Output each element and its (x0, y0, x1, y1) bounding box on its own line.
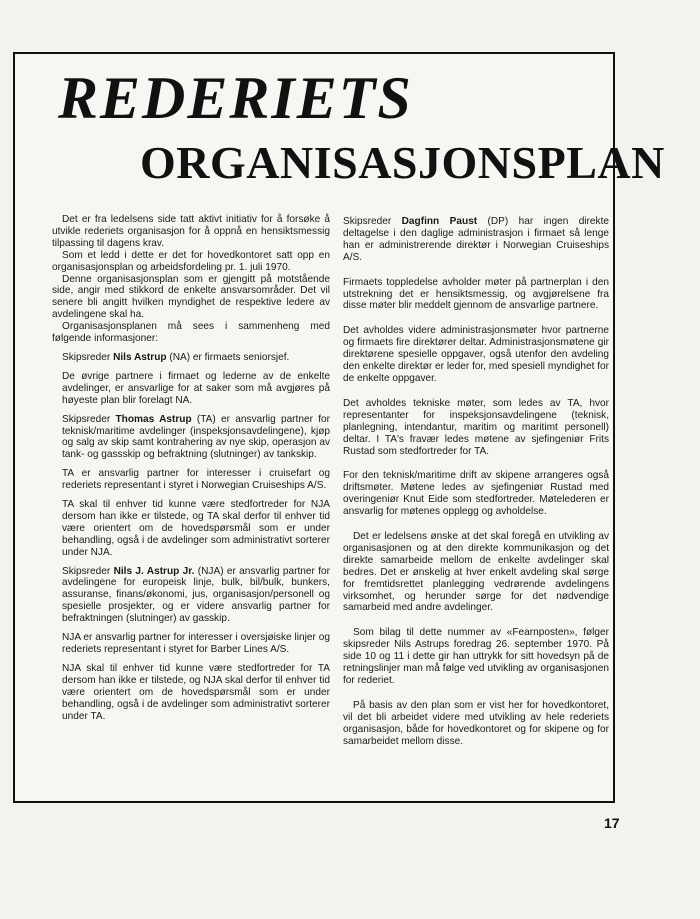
paragraph: Denne organisasjonsplan som er gjengitt på motstående side, angir med stikkord de enkelte ansvarsområder. Det vil senere bli angitt hvilken myndighet de respektive ledere av avdelingene skal ha. (52, 273, 330, 321)
paragraph: Skipsreder Thomas Astrup (TA) er ansvarlig partner for teknisk/maritime avdelinger (inspeksjonsavdelingene), kjøp og salg av skip samt kontrahering av nye skip, operasjon av tank- og gassskip og befraktning (slutninger) av tankskip. (62, 413, 330, 461)
person-name: Nils Astrup (113, 351, 167, 363)
left-column (52, 214, 330, 729)
paragraph: De øvrige partnere i firmaet og lederne av de enkelte avdelinger, er ansvarlige for at saker som må avgjøres på høyeste plan blir forelagt NA. (62, 370, 330, 406)
paragraph: Skipsreder Nils Astrup (NA) er firmaets seniorsjef. (62, 351, 290, 363)
paragraph: Skipsreder Nils J. Astrup Jr. (NJA) er ansvarlig partner for avdelingene for europeisk linje, bulk, bil/bulk, bunkers, assuranse, finans/økonomi, jus, organisasjon/personell og spesielle prosjekter, og er videre ansvarlig partner for befraktningen (slutninger) av gasskip. (62, 565, 330, 625)
paragraph: Det er fra ledelsens side tatt aktivt initiativ for å forsøke å utvikle rederiets organisasjon for å oppnå en hensiktsmessig tilpassing til dagens krav. (52, 214, 330, 249)
paragraph: Det er ledelsens ønske at det skal foregå en utvikling av organisasjonen og at den direkte kommunikasjon og det direkte samarbeide mellom de enkelte avdelinger skal bedres. Det er ønskelig at hver enkelt avdeling skal sørge for fremtidsrettet planlegging vedrørende avdelingens virksomhet, og herunder sørge for det nødvendige samarbeid med andre avdelinger. (343, 531, 609, 614)
person-name: Nils J. Astrup Jr. (113, 565, 195, 577)
article-subtitle: ORGANISASJONSPLAN (140, 137, 665, 188)
person-name: Dagfinn Paust (401, 216, 478, 227)
paragraph: Det avholdes videre administrasjonsmøter hvor partnerne og firmaets fire direktører deltar. Administrasjonsmøtene gir direktørene spesielle oppgaver, også utenfor den avdeling den enkelte direktør er leder for, med spesiell myndighet for de enkelte oppgaver. (343, 325, 609, 384)
paragraph: Som bilag til dette nummer av «Fearnposten», følger skipsreder Nils Astrups foredrag 26. september 1970. På side 10 og 11 i dette gir han uttrykk for sitt hovedsyn på de retningslinjer man må følge ved utvikling av organisasjonen for rederiet. (343, 627, 609, 686)
paragraph: NJA skal til enhver tid kunne være stedfortreder for TA dersom han ikke er tilstede, og NJA skal derfor til enhver tid være orientert om de hovedspørsmål som er under behandling, også i de avdelinger som administrativt sorterer under TA. (62, 662, 330, 722)
person-name: Thomas Astrup (115, 413, 192, 425)
paragraph: Skipsreder Dagfinn Paust (DP) har ingen direkte deltagelse i den daglige administrasjon i firmaet så lenge han er administrerende direktør i Norwegian Cruiseships A/S. (343, 216, 609, 263)
paragraph: For den teknisk/maritime drift av skipene arrangeres også driftsmøter. Møtene ledes av sjefingeniør Rustad med overingeniør Knut Eide som stedfortreder. Møtelederen er ansvarlig for møtenes opplegg og avholdelse. (343, 470, 609, 518)
paragraph: TA skal til enhver tid kunne være stedfortreder for NJA dersom han ikke er tilstede, og TA skal derfor til enhver tid være orientert om de hovedspørsmål som er under behandling, også i de avdelinger som administrativt sorterer under NJA. (62, 499, 330, 558)
paragraph: Det avholdes tekniske møter, som ledes av TA, hvor representanter for inspeksjonsavdelingene (teknisk, planlegning, intendantur, maritim og maritimt personell) deltar. I TA's fravær ledes møtene av sjefingeniør Frits Rustad som stedfortreder for TA. (343, 397, 609, 457)
right-column (343, 216, 609, 755)
paragraph: NJA er ansvarlig partner for interesser i oversjøiske linjer og rederiets representant i styret for Barber Lines A/S. (62, 632, 330, 655)
paragraph: Som et ledd i dette er det for hovedkontoret satt opp en organisasjonsplan og arbeidsfordeling pr. 1. juli 1970. (52, 249, 330, 273)
paragraph: TA er ansvarlig partner for interesser i cruisefart og rederiets representant i styret i Norwegian Cruiseships A/S. (62, 468, 330, 492)
paragraph: Organisasjonsplanen må sees i sammenheng med følgende informasjoner: (52, 321, 330, 345)
paragraph: På basis av den plan som er vist her for hovedkontoret, vil det bli arbeidet videre med utvikling av hele rederiets organisasjon, både for hovedkontoret og for skipene og for samarbeidet mellom disse. (343, 699, 609, 747)
paragraph: Firmaets toppledelse avholder møter på partnerplan i den utstrekning det er hensiktsmessig, og avgjørelsene fra disse møter blir meddelt gjennom de ansvarlige partnere. (343, 276, 609, 312)
page-number: 17 (604, 815, 620, 831)
article-title: REDERIETS (58, 65, 413, 131)
